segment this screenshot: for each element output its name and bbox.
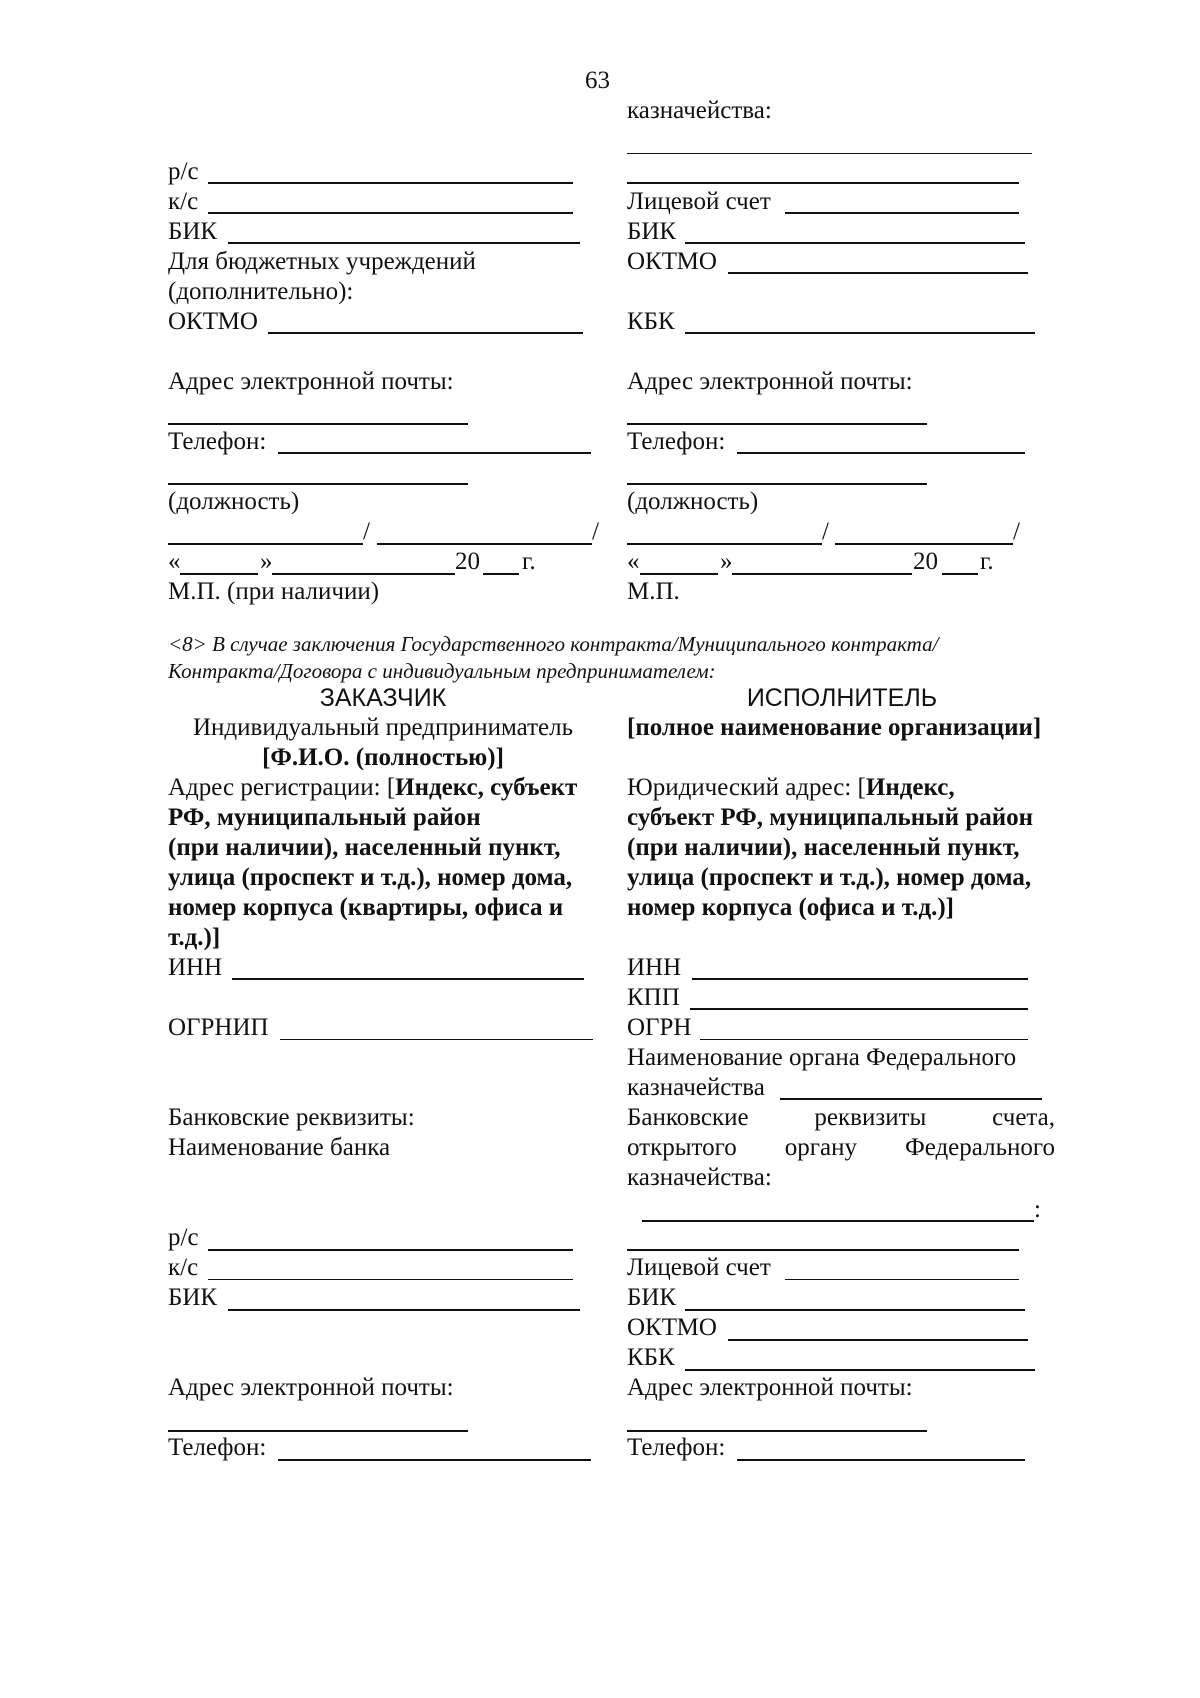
customer-ks-label: к/с: [168, 1254, 199, 1281]
bank-details-line-2: [627, 1133, 1055, 1163]
rs-label: р/с: [168, 158, 199, 185]
oktmo-label: ОКТМО: [168, 308, 258, 335]
treasury-body-field[interactable]: [780, 1098, 1042, 1100]
customer-ogrnip-field[interactable]: [280, 1039, 593, 1040]
bank-name-label: Наименование банка: [168, 1134, 391, 1161]
customer-rs-label: р/с: [168, 1224, 199, 1251]
contractor-kbk-field[interactable]: [685, 1369, 1035, 1371]
date-day-field[interactable]: [180, 573, 258, 575]
bik-label: БИК: [627, 218, 677, 245]
customer-email-label: Адрес электронной почты:: [168, 1374, 454, 1401]
slash: /: [822, 518, 829, 545]
date-year-prefix: 20: [913, 548, 938, 575]
slash: /: [1013, 518, 1020, 545]
date-year-prefix: 20: [455, 548, 480, 575]
customer-type: Индивидуальный предприниматель: [193, 714, 573, 741]
treasury-line[interactable]: [627, 153, 1032, 154]
date-quote-open: «: [168, 548, 181, 575]
customer-heading: ЗАКАЗЧИК: [319, 684, 447, 712]
contractor-oktmo-label: ОКТМО: [627, 1314, 717, 1341]
word: Федерального: [904, 1134, 1055, 1161]
signature-field[interactable]: [168, 543, 363, 545]
customer-address-line: номер корпуса (квартиры, офиса и: [168, 894, 564, 921]
customer-address-line: т.д.)]: [168, 924, 221, 951]
contractor-account-line[interactable]: [627, 1249, 1019, 1251]
contractor-heading: ИСПОЛНИТЕЛЬ: [746, 684, 938, 712]
customer-address-line: (при наличии), населенный пункт,: [168, 834, 561, 861]
customer-bik-label: БИК: [168, 1284, 218, 1311]
treasury-body-label-2: казначейства: [627, 1074, 765, 1101]
bank-details-label: Банковские реквизиты:: [168, 1104, 415, 1131]
position-field[interactable]: [627, 483, 927, 485]
customer-rs-field[interactable]: [208, 1249, 573, 1251]
date-quote-close: »: [720, 548, 733, 575]
bik-label: БИК: [168, 218, 218, 245]
stamp-label: М.П. (при наличии): [168, 578, 380, 605]
bik-field[interactable]: [228, 242, 580, 244]
oktmo-label: ОКТМО: [627, 248, 717, 275]
date-year-suffix: г.: [980, 548, 994, 575]
customer-address-line: РФ, муниципальный район: [168, 804, 481, 831]
customer-ks-field[interactable]: [208, 1279, 573, 1280]
contractor-inn-field[interactable]: [692, 978, 1028, 980]
customer-address-label: Адрес регистрации: [: [168, 774, 396, 801]
customer-inn-field[interactable]: [232, 978, 584, 980]
contractor-kbk-label: КБК: [627, 1344, 675, 1371]
date-year-field[interactable]: [483, 573, 519, 575]
signature-name-field[interactable]: [835, 543, 1013, 545]
contractor-address-line: субъект РФ, муниципальный район: [627, 804, 1034, 831]
budget-note-2: (дополнительно):: [168, 278, 354, 305]
account-label: Лицевой счет: [627, 188, 771, 215]
slash: /: [592, 518, 599, 545]
note-8-line-1: <8> В случае заключения Государственного контракта/Муниципального контракта/: [168, 632, 939, 656]
date-month-field[interactable]: [732, 573, 912, 575]
treasury-body-label-1: Наименование органа Федерального: [627, 1044, 1017, 1071]
customer-address-line: Индекс, субъект: [395, 774, 578, 801]
contractor-name-placeholder: [полное наименование организации]: [627, 714, 1042, 741]
contractor-bik-label: БИК: [627, 1284, 677, 1311]
word: Банковские: [627, 1104, 749, 1131]
word: реквизиты: [814, 1104, 927, 1131]
bank-details-line-3: казначейства:: [627, 1164, 772, 1191]
contractor-bik-field[interactable]: [685, 1309, 1025, 1311]
customer-address: [168, 773, 577, 803]
phone-label: Телефон:: [168, 428, 267, 455]
email-field[interactable]: [627, 423, 927, 425]
customer-bik-field[interactable]: [228, 1309, 580, 1311]
customer-email-field[interactable]: [168, 1430, 468, 1432]
budget-note-1: Для бюджетных учреждений: [168, 248, 476, 275]
customer-phone-field[interactable]: [278, 1459, 591, 1461]
position-label: (должность): [168, 488, 300, 515]
customer-phone-label: Телефон:: [168, 1434, 267, 1461]
rs-field[interactable]: [208, 182, 573, 184]
contractor-address-line: улица (проспект и т.д.), номер дома,: [627, 864, 1032, 891]
customer-inn-label: ИНН: [168, 954, 223, 981]
account-field[interactable]: [785, 212, 1019, 214]
date-month-field[interactable]: [272, 573, 455, 575]
contractor-email-field[interactable]: [627, 1430, 927, 1432]
contractor-account-label: Лицевой счет: [627, 1254, 771, 1281]
slash: /: [363, 518, 370, 545]
signature-field[interactable]: [627, 543, 822, 545]
bik-field[interactable]: [685, 242, 1025, 244]
oktmo-field[interactable]: [268, 332, 583, 334]
contractor-email-label: Адрес электронной почты:: [627, 1374, 913, 1401]
contractor-phone-field[interactable]: [737, 1459, 1025, 1461]
word: органу: [784, 1134, 857, 1161]
kbk-field[interactable]: [685, 332, 1035, 334]
email-field[interactable]: [168, 423, 468, 425]
right-field-line[interactable]: [627, 182, 1019, 184]
customer-name-placeholder: [Ф.И.О. (полностью)]: [262, 744, 504, 771]
stamp-label: М.П.: [627, 578, 680, 605]
position-field[interactable]: [168, 483, 468, 485]
contractor-address-line: номер корпуса (офиса и т.д.)]: [627, 894, 955, 921]
phone-label: Телефон:: [627, 428, 726, 455]
contractor-kpp-label: КПП: [627, 984, 680, 1011]
ks-field[interactable]: [208, 212, 573, 214]
contractor-address: [627, 773, 955, 803]
note-8-line-2: Контракта/Договора с индивидуальным предпринимателем:: [168, 659, 716, 683]
word: счета,: [992, 1104, 1055, 1131]
date-quote-open: «: [627, 548, 640, 575]
phone-field[interactable]: [737, 452, 1025, 454]
ks-label: к/с: [168, 188, 199, 215]
customer-address-line: улица (проспект и т.д.), номер дома,: [168, 864, 573, 891]
contractor-account-field[interactable]: [785, 1279, 1019, 1280]
contractor-address-line: Индекс,: [865, 774, 955, 801]
oktmo-field[interactable]: [728, 272, 1028, 274]
date-year-field[interactable]: [942, 573, 978, 575]
position-label: (должность): [627, 488, 759, 515]
contractor-oktmo-field[interactable]: [728, 1339, 1028, 1341]
page-number: 63: [585, 67, 610, 94]
email-label: Адрес электронной почты:: [627, 368, 913, 395]
signature-name-field[interactable]: [377, 543, 592, 545]
contractor-inn-label: ИНН: [627, 954, 682, 981]
contractor-address-label: Юридический адрес: [: [627, 774, 866, 801]
phone-field[interactable]: [278, 452, 591, 454]
colon: :: [1034, 1196, 1041, 1223]
email-label: Адрес электронной почты:: [168, 368, 454, 395]
date-day-field[interactable]: [640, 573, 718, 575]
treasury-label: казначейства:: [627, 97, 772, 124]
contractor-kpp-field[interactable]: [690, 1008, 1028, 1010]
contractor-ogrn-label: ОГРН: [627, 1014, 692, 1041]
contractor-address-line: (при наличии), населенный пункт,: [627, 834, 1020, 861]
kbk-label: КБК: [627, 308, 675, 335]
contractor-phone-label: Телефон:: [627, 1434, 726, 1461]
date-quote-close: »: [260, 548, 273, 575]
bank-details-line-1: [627, 1103, 1055, 1133]
date-year-suffix: г.: [522, 548, 536, 575]
customer-ogrnip-label: ОГРНИП: [168, 1014, 269, 1041]
contractor-ogrn-field[interactable]: [700, 1039, 1028, 1040]
treasury-account-field[interactable]: [642, 1220, 1034, 1222]
word: открытого: [627, 1134, 737, 1161]
